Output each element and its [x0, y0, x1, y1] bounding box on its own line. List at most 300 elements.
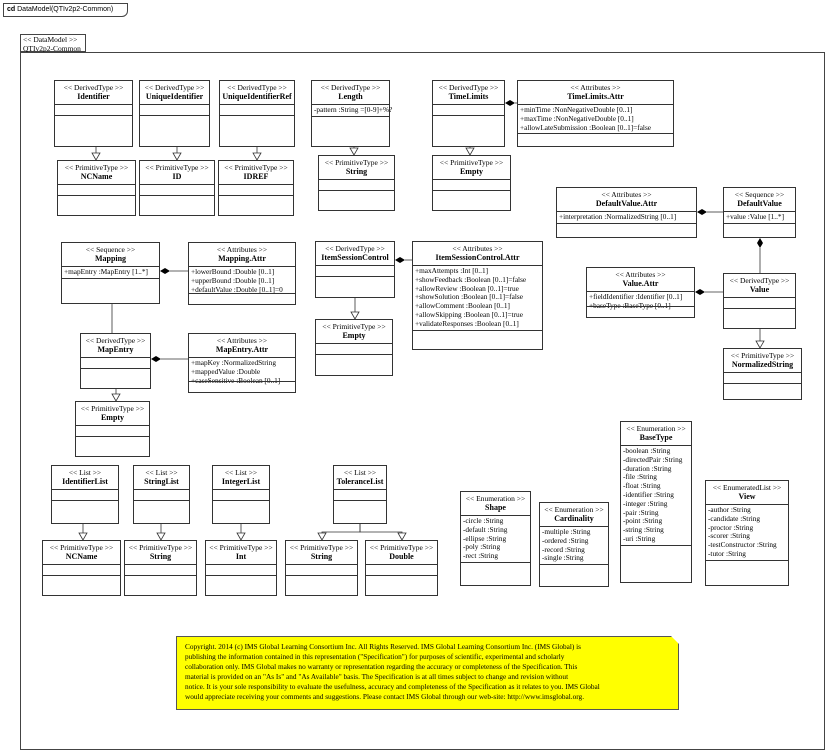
- attribute-row: +interpretation :NormalizedString [0..1]: [559, 212, 677, 221]
- attribute-row: -testConstructor :String: [708, 540, 777, 550]
- class-header: [587, 268, 694, 291]
- attribute-compartment: [220, 104, 294, 115]
- class-name: Mapping.Attr: [218, 254, 266, 263]
- class-name: MapEntry: [97, 345, 134, 354]
- attribute-compartment: [587, 291, 694, 310]
- class-tolerancelist: [333, 465, 387, 524]
- generalization-arrow: [92, 153, 100, 160]
- attribute-row: -ellipse :String: [463, 533, 507, 543]
- class-stereotype: << PrimitiveType >>: [289, 543, 354, 552]
- generalization-arrow: [112, 394, 120, 401]
- class-stereotype: << Sequence >>: [734, 190, 785, 199]
- attribute-row: +maxAttempts :Int [0..1]: [415, 266, 489, 275]
- class-header: [461, 492, 530, 515]
- operation-compartment: [366, 575, 437, 595]
- class-length: [311, 80, 393, 147]
- class-name: Value.Attr: [622, 279, 659, 288]
- class-stereotype: << DerivedType >>: [729, 276, 790, 285]
- attribute-row: +caseSensitive :Boolean [0..1]: [191, 375, 281, 385]
- class-header: [76, 402, 149, 425]
- attribute-row: +allowSkipping :Boolean [0..1]=true: [415, 309, 523, 319]
- class-name: ToleranceList: [336, 477, 384, 486]
- class-stereotype: << PrimitiveType >>: [64, 163, 129, 172]
- attribute-row: +mappedValue :Double: [191, 366, 261, 376]
- attribute-compartment: [540, 526, 608, 564]
- operation-compartment: [312, 116, 389, 146]
- note-line: notice. It is your sole responsibility to evaluate the usefulness, accuracy and completeness of the Specification as it relates to you. IMS Global: [185, 682, 600, 691]
- attribute-compartment: [621, 445, 691, 545]
- class-stereotype: << List >>: [68, 468, 102, 477]
- attribute-row: -directedPair :String: [623, 454, 683, 464]
- class-name: UniqueIdentifier: [145, 92, 204, 101]
- note-line: material is provided on an "As Is" and "As Available" basis. The Specification is at all times subject to change and revision without: [185, 672, 569, 681]
- attribute-row: -multiple :String: [542, 527, 591, 536]
- operation-compartment: [189, 381, 295, 392]
- attribute-row: -pair :String: [623, 507, 659, 517]
- class-header: [206, 541, 276, 564]
- attribute-row: +mapEntry :MapEntry [1..*]: [64, 267, 148, 276]
- class-normalizedstring: [723, 348, 802, 400]
- attribute-compartment: [433, 104, 504, 115]
- class-itemsessioncontrolattr: [412, 241, 543, 350]
- generalization-arrow: [398, 533, 406, 540]
- class-stereotype: << Attributes >>: [216, 245, 268, 254]
- operation-compartment: [706, 560, 788, 585]
- class-stereotype: << DerivedType >>: [85, 336, 146, 345]
- attribute-compartment: [334, 489, 386, 500]
- class-name: NormalizedString: [731, 360, 794, 369]
- operation-compartment: [58, 195, 135, 215]
- attribute-compartment: [76, 425, 149, 436]
- class-name: Empty: [459, 167, 484, 176]
- composition-diamond: [151, 356, 161, 362]
- attribute-compartment: [557, 211, 696, 223]
- attribute-row: -candidate :String: [708, 513, 761, 523]
- attribute-row: -default :String: [463, 524, 508, 534]
- class-name: BaseType: [639, 433, 673, 442]
- class-header: [140, 161, 214, 184]
- class-header: [433, 81, 504, 104]
- operation-compartment: [316, 354, 392, 375]
- class-header: [140, 81, 209, 104]
- class-value: [723, 273, 796, 329]
- class-stereotype: << PrimitiveType >>: [80, 404, 145, 413]
- class-name: StringList: [144, 477, 179, 486]
- class-stringlist: [133, 465, 190, 524]
- class-stereotype: << Attributes >>: [570, 83, 621, 92]
- class-idref: [218, 160, 294, 216]
- class-empty3: [315, 319, 393, 376]
- operation-compartment: [413, 330, 542, 349]
- class-stereotype: << PrimitiveType >>: [224, 163, 288, 172]
- attribute-row: -scorer :String: [708, 531, 750, 541]
- class-stereotype: << Enumeration >>: [544, 505, 604, 514]
- attribute-compartment: [724, 297, 795, 308]
- attribute-compartment: [706, 504, 788, 560]
- generalization-arrow: [350, 148, 358, 155]
- attribute-compartment: [58, 184, 135, 195]
- class-stereotype: << DerivedType >>: [227, 83, 287, 92]
- class-stereotype: << Enumeration >>: [465, 494, 526, 503]
- class-header: [125, 541, 196, 564]
- class-name: Empty: [100, 413, 125, 422]
- class-header: [540, 503, 608, 526]
- class-stereotype: << DerivedType >>: [325, 244, 385, 253]
- class-basetype: [620, 421, 692, 583]
- class-name: Empty: [342, 331, 366, 340]
- attribute-row: -identifier :String: [623, 489, 674, 499]
- class-string3: [285, 540, 358, 596]
- attribute-row: +lowerBound :Double [0..1]: [191, 267, 275, 276]
- class-name: ID: [172, 172, 182, 181]
- attribute-compartment: [312, 104, 393, 116]
- generalization-line: [360, 524, 402, 540]
- class-stereotype: << PrimitiveType >>: [49, 543, 114, 552]
- attribute-row: +maxTime :NonNegativeDouble [0..1]: [520, 113, 634, 123]
- class-name: Shape: [485, 503, 506, 512]
- class-empty2: [75, 401, 150, 457]
- attribute-row: +allowComment :Boolean [0..1]: [415, 301, 510, 311]
- class-uniqueidentifier: [139, 80, 210, 147]
- class-stereotype: << List >>: [145, 468, 178, 477]
- package-stereotype: << DataModel >>: [23, 35, 78, 44]
- generalization-arrow: [157, 533, 165, 540]
- operation-compartment: [724, 308, 795, 328]
- class-stereotype: << DerivedType >>: [438, 83, 499, 92]
- class-stereotype: << Attributes >>: [601, 190, 652, 199]
- attribute-compartment: [189, 357, 295, 385]
- attribute-row: -string :String: [623, 525, 664, 535]
- class-header: [81, 334, 150, 357]
- class-name: DefaultValue: [737, 199, 782, 208]
- attribute-compartment: [140, 184, 214, 195]
- attribute-compartment: [316, 343, 392, 354]
- operation-compartment: [219, 195, 293, 215]
- attribute-row: -circle :String: [463, 516, 504, 525]
- attribute-row: -ordered :String: [542, 535, 589, 545]
- class-defaultvalueattr: [556, 187, 697, 238]
- class-name: Value: [749, 285, 770, 294]
- class-name: NCName: [80, 172, 113, 181]
- class-name: Length: [338, 92, 363, 101]
- class-name: String: [149, 552, 172, 561]
- operation-compartment: [140, 115, 209, 146]
- class-name: Mapping: [94, 254, 127, 263]
- operation-compartment: [587, 306, 694, 317]
- class-header: [286, 541, 357, 564]
- class-stereotype: << Attributes >>: [615, 270, 666, 279]
- note-fold: [671, 636, 679, 644]
- generalization-arrow: [237, 533, 245, 540]
- class-header: [52, 466, 118, 489]
- attribute-row: -integer :String: [623, 498, 668, 508]
- composition-diamond: [757, 238, 763, 248]
- operation-compartment: [220, 115, 294, 146]
- class-stereotype: << Sequence >>: [85, 245, 136, 254]
- class-header: [134, 466, 189, 489]
- class-view: [705, 480, 789, 586]
- class-name: DefaultValue.Attr: [595, 199, 658, 208]
- class-shape: [460, 491, 531, 586]
- class-header: [621, 422, 691, 445]
- attribute-row: -rect :String: [463, 551, 499, 561]
- attribute-compartment: [189, 266, 295, 293]
- class-mapentry: [80, 333, 151, 389]
- class-mappingattr: [188, 242, 296, 305]
- attribute-compartment: [518, 104, 673, 133]
- class-stereotype: << PrimitiveType >>: [439, 158, 504, 167]
- class-header: [334, 466, 386, 489]
- attribute-compartment: [43, 564, 120, 575]
- class-header: [366, 541, 437, 564]
- attribute-compartment: [366, 564, 437, 575]
- class-name: View: [738, 492, 756, 501]
- generalization-arrow: [756, 341, 764, 348]
- class-stereotype: << Enumeration >>: [626, 424, 686, 433]
- attribute-row: +allowLateSubmission :Boolean [0..1]=false: [520, 122, 652, 132]
- attribute-row: -duration :String: [623, 463, 672, 473]
- operation-compartment: [125, 575, 196, 595]
- attribute-row: -record :String: [542, 544, 585, 554]
- class-defaultvalue: [723, 187, 796, 238]
- class-int: [205, 540, 277, 596]
- class-name: Identifier: [77, 92, 110, 101]
- class-stereotype: << PrimitiveType >>: [730, 351, 795, 360]
- operation-compartment: [134, 500, 189, 523]
- class-header: [518, 81, 673, 104]
- attribute-row: +mapKey :NormalizedString: [191, 358, 276, 367]
- attribute-compartment: [125, 564, 196, 575]
- class-double: [365, 540, 438, 596]
- class-name: UniqueIdentifierRef: [222, 92, 292, 101]
- attribute-compartment: [413, 265, 542, 330]
- class-ncname1: [57, 160, 136, 216]
- attribute-row: -boolean :String: [623, 446, 671, 455]
- operation-compartment: [540, 564, 608, 586]
- attribute-row: +upperBound :Double [0..1]: [191, 275, 275, 285]
- composition-diamond: [697, 209, 707, 215]
- generalization-arrow: [466, 148, 474, 155]
- operation-compartment: [206, 575, 276, 595]
- class-header: [316, 320, 392, 343]
- class-name: NCName: [65, 552, 98, 561]
- class-valueattr: [586, 267, 695, 318]
- class-header: [724, 274, 795, 297]
- class-header: [189, 334, 295, 357]
- operation-compartment: [316, 276, 394, 297]
- class-stereotype: << Attributes >>: [216, 336, 268, 345]
- class-name: String: [310, 552, 333, 561]
- attribute-compartment: [724, 372, 801, 383]
- operation-compartment: [621, 545, 691, 582]
- attribute-row: -single :String: [542, 553, 584, 563]
- attribute-row: +minTime :NonNegativeDouble [0..1]: [520, 105, 633, 114]
- class-header: [433, 156, 510, 179]
- class-stereotype: << Attributes >>: [452, 244, 503, 253]
- operation-compartment: [189, 293, 295, 304]
- class-stereotype: << List >>: [343, 468, 377, 477]
- attribute-row: -author :String: [708, 505, 751, 514]
- generalization-arrow: [318, 533, 326, 540]
- attribute-compartment: [206, 564, 276, 575]
- generalization-arrow: [173, 153, 181, 160]
- attribute-row: -tutor :String: [708, 548, 746, 558]
- composition-diamond: [505, 100, 515, 106]
- operation-compartment: [518, 133, 673, 146]
- attribute-row: -file :String: [623, 472, 657, 482]
- class-header: [189, 243, 295, 266]
- operation-compartment: [319, 190, 394, 210]
- attribute-compartment: [219, 184, 293, 195]
- class-header: [219, 161, 293, 184]
- attribute-row: -proctor :String: [708, 522, 754, 532]
- operation-compartment: [140, 195, 214, 215]
- class-stereotype: << PrimitiveType >>: [128, 543, 193, 552]
- class-mapping: [61, 242, 160, 304]
- attribute-row: -pattern :String =[0-9]+%?: [314, 105, 393, 114]
- attribute-compartment: [724, 211, 795, 223]
- operation-compartment: [334, 500, 386, 523]
- composition-diamond: [695, 289, 705, 295]
- attribute-row: -poly :String: [463, 542, 501, 552]
- attribute-row: +validateResponses :Boolean [0..1]: [415, 318, 519, 328]
- operation-compartment: [76, 436, 149, 456]
- class-header: [58, 161, 135, 184]
- attribute-compartment: [55, 104, 132, 115]
- operation-compartment: [81, 368, 150, 388]
- class-timelimits: [432, 80, 505, 147]
- operation-compartment: [213, 500, 269, 523]
- operation-compartment: [43, 575, 120, 595]
- class-empty1: [432, 155, 511, 211]
- class-name: TimeLimits: [448, 92, 489, 101]
- class-header: [312, 81, 389, 104]
- generalization-arrow: [79, 533, 87, 540]
- class-stereotype: << List >>: [224, 468, 258, 477]
- class-itemsessioncontrol: [315, 241, 395, 298]
- class-stereotype: << DerivedType >>: [63, 83, 124, 92]
- class-name: MapEntry.Attr: [215, 345, 269, 354]
- class-stereotype: << PrimitiveType >>: [322, 322, 386, 331]
- operation-compartment: [62, 278, 159, 303]
- composition-diamond: [395, 257, 405, 263]
- note-line: collaboration only. IMS Global makes no warranty or representation regarding the accuracy or completeness of the Specification. This: [185, 662, 578, 671]
- class-name: IdentifierList: [62, 477, 108, 486]
- class-header: [62, 243, 159, 266]
- class-string1: [318, 155, 395, 211]
- class-header: [706, 481, 788, 504]
- frame-kind: cd: [7, 6, 16, 13]
- note-line: Copyright. 2014 (c) IMS Global Learning Consortium Inc. All Rights Reserved. IMS Global Learning Consortium Inc. (IMS Global) is: [185, 642, 582, 651]
- class-string2: [124, 540, 197, 596]
- generalization-arrow: [253, 153, 261, 160]
- attribute-compartment: [213, 489, 269, 500]
- class-header: [413, 242, 542, 265]
- class-stereotype: << EnumeratedList >>: [712, 483, 782, 492]
- attribute-row: +defaultValue :Double [0..1]=0: [191, 284, 283, 294]
- note-line: would appreciate receiving your comments and suggestions. Please contact IMS Global through our web-site: http://www.imsglobal.org.: [185, 692, 585, 701]
- attribute-row: +fieldIdentifier :Identifier [0..1]: [589, 292, 683, 301]
- attribute-row: -float :String: [623, 481, 661, 491]
- class-stereotype: << PrimitiveType >>: [369, 543, 434, 552]
- attribute-compartment: [81, 357, 150, 368]
- class-header: [316, 242, 394, 265]
- class-stereotype: << DerivedType >>: [320, 83, 381, 92]
- generalization-arrow: [351, 312, 359, 319]
- operation-compartment: [461, 562, 530, 585]
- package-name: QTIv2p2-Common: [23, 43, 81, 53]
- operation-compartment: [286, 575, 357, 595]
- class-id: [139, 160, 215, 216]
- class-name: TimeLimits.Attr: [567, 92, 624, 101]
- class-name: Cardinality: [554, 514, 594, 523]
- attribute-row: -uri :String: [623, 533, 656, 543]
- class-stereotype: << PrimitiveType >>: [324, 158, 389, 167]
- class-name: ItemSessionControl.Attr: [435, 253, 520, 262]
- class-header: [724, 188, 795, 211]
- class-header: [724, 349, 801, 372]
- class-header: [220, 81, 294, 104]
- class-timelimitsattr: [517, 80, 674, 147]
- attribute-row: +value :Value [1..*]: [726, 212, 785, 221]
- class-stereotype: << PrimitiveType >>: [209, 543, 273, 552]
- operation-compartment: [433, 190, 510, 210]
- class-identifierlist: [51, 465, 119, 524]
- operation-compartment: [52, 500, 118, 523]
- attribute-compartment: [134, 489, 189, 500]
- class-name: Double: [389, 552, 414, 561]
- attribute-row: +baseType :BaseType [0..1]: [589, 300, 671, 310]
- operation-compartment: [557, 223, 696, 237]
- class-uniqueidentifierref: [219, 80, 295, 147]
- composition-diamond: [160, 268, 170, 274]
- class-name: ItemSessionControl: [321, 253, 389, 262]
- attribute-compartment: [433, 179, 510, 190]
- attribute-compartment: [316, 265, 394, 276]
- operation-compartment: [433, 115, 504, 146]
- operation-compartment: [55, 115, 132, 146]
- class-header: [55, 81, 132, 104]
- class-integerlist: [212, 465, 270, 524]
- class-name: String: [345, 167, 368, 176]
- class-cardinality: [539, 502, 609, 587]
- frame-title: DataModel(QTIv2p2-Common): [17, 6, 114, 13]
- attribute-compartment: [461, 515, 530, 562]
- note-line: publishing the information contained in this representation ("Specification") for purposes of scientific, experimental and scholarly: [185, 652, 565, 661]
- class-ncname2: [42, 540, 121, 596]
- class-stereotype: << PrimitiveType >>: [145, 163, 209, 172]
- class-header: [213, 466, 269, 489]
- class-name: IDREF: [243, 172, 269, 181]
- class-identifier: [54, 80, 133, 147]
- attribute-compartment: [286, 564, 357, 575]
- operation-compartment: [724, 223, 795, 237]
- copyright-note: [176, 636, 679, 710]
- attribute-compartment: [319, 179, 394, 190]
- generalization-line: [322, 524, 360, 540]
- class-mapentryattr: [188, 333, 296, 393]
- operation-compartment: [724, 383, 801, 399]
- class-header: [557, 188, 696, 211]
- attribute-compartment: [140, 104, 209, 115]
- class-header: [319, 156, 394, 179]
- attribute-compartment: [62, 266, 159, 278]
- class-name: IntegerList: [221, 477, 261, 486]
- attribute-row: +showSolution :Boolean [0..1]=false: [415, 292, 523, 302]
- attribute-row: +allowReview :Boolean [0..1]=true: [415, 283, 519, 293]
- attribute-row: +showFeedback :Boolean [0..1]=false: [415, 274, 527, 284]
- class-stereotype: << DerivedType >>: [144, 83, 205, 92]
